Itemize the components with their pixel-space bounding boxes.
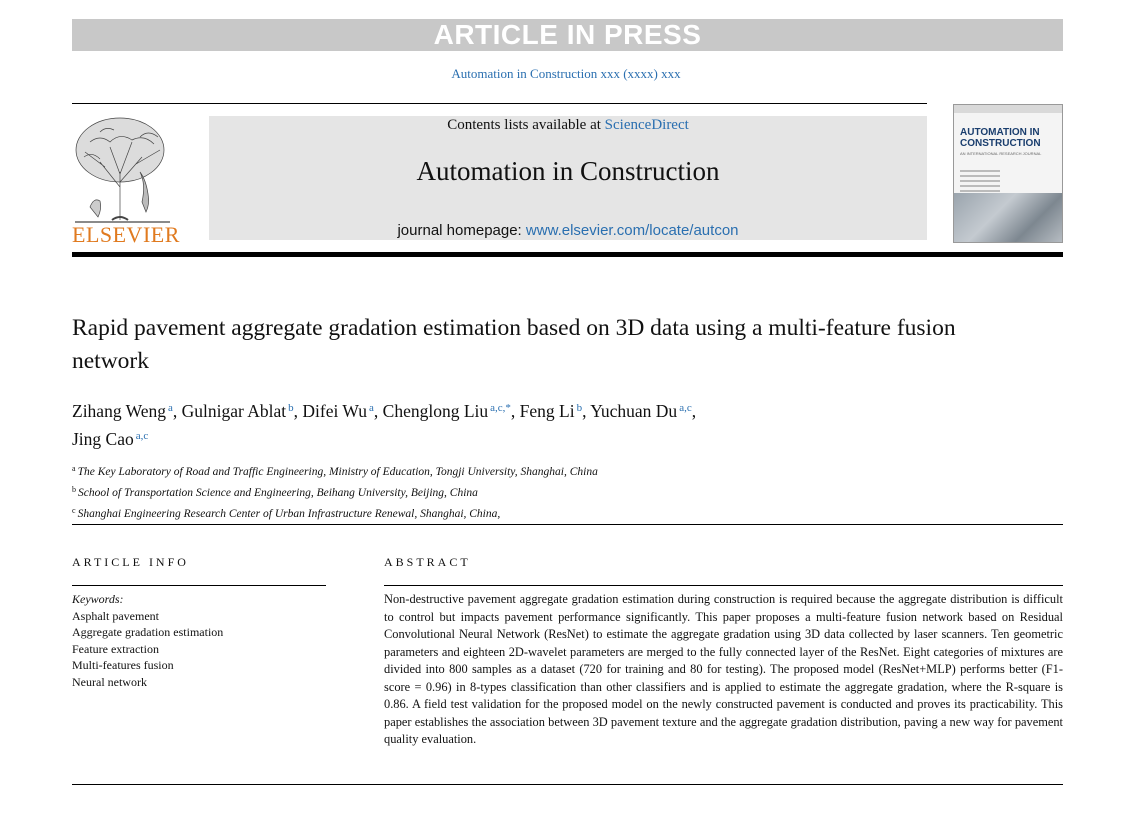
article-in-press-banner: ARTICLE IN PRESS bbox=[72, 19, 1063, 51]
affiliation-list bbox=[72, 460, 972, 523]
author-affiliation-mark[interactable]: b bbox=[288, 402, 294, 414]
keyword-item: Asphalt pavement bbox=[72, 608, 159, 623]
contents-line bbox=[209, 117, 927, 134]
author-separator: , bbox=[373, 401, 383, 421]
abstract-text: Non-destructive pavement aggregate gradation estimation during construction is required because the aggregate distribution is difficult to control but impacts pavement performance significantly. This paper proposes a multi-feature fusion network based on Residual Convolutional Neural Network (ResNet) to estimate the aggregate gradation using 3D data collected by laser scanners. Ten geometric parameters and eighteen 2D-wavelet parameters are merged to the fully connected layer of the ResNet. Eight categories of mixtures are divided into 800 samples as a dataset (720 for training and 80 for testing). The proposed model (ResNet+MLP) performs better (F1-score = 0.96) in 8-types classification than other classifiers and is applied to estimate the aggregate gradation, where the R-square is 0.86. A field test validation for the proposed model on the newly constructed pavement is conducted and proves its practicability. This paper establishes the association between 3D pavement texture and the aggregate gradation distribution, paving a new way for pavement quality evaluation. bbox=[384, 592, 1063, 746]
cover-top-band bbox=[954, 105, 1062, 113]
cover-title: AUTOMATION IN CONSTRUCTION bbox=[960, 127, 1041, 149]
affiliation-text: Shanghai Engineering Research Center of Urban Infrastructure Renewal, Shanghai, China, bbox=[77, 508, 501, 520]
affiliation-mark: b bbox=[72, 485, 76, 494]
author-affiliation-mark[interactable]: a,c,* bbox=[490, 402, 511, 414]
article-info-rule bbox=[72, 585, 326, 586]
author-name[interactable]: Jing Cao bbox=[72, 429, 134, 449]
affiliation-mark: c bbox=[72, 506, 76, 515]
contents-prefix: Contents lists available at bbox=[447, 117, 605, 133]
cover-subtitle: AN INTERNATIONAL RESEARCH JOURNAL bbox=[960, 151, 1042, 156]
journal-name: Automation in Construction bbox=[416, 156, 720, 186]
section-rule bbox=[72, 524, 1063, 525]
author-affiliation-mark[interactable]: a,c bbox=[679, 402, 692, 414]
author-name[interactable]: Feng Li bbox=[519, 401, 575, 421]
affiliation-item bbox=[72, 481, 972, 502]
author-affiliation-mark[interactable]: a bbox=[369, 402, 374, 414]
affiliation-item bbox=[72, 460, 972, 481]
homepage-prefix: journal homepage: bbox=[397, 222, 526, 239]
sciencedirect-link[interactable]: ScienceDirect bbox=[604, 117, 689, 133]
abstract-rule bbox=[384, 585, 1063, 586]
author-separator: , bbox=[172, 401, 182, 421]
author-separator: , bbox=[510, 401, 520, 421]
abstract-heading: ABSTRACT bbox=[384, 555, 471, 569]
author-name[interactable]: Gulnigar Ablat bbox=[181, 401, 287, 421]
affiliation-text: School of Transportation Science and Engineering, Beihang University, Beijing, China bbox=[78, 487, 478, 499]
keyword-item: Feature extraction bbox=[72, 641, 159, 656]
author-affiliation-mark[interactable]: b bbox=[576, 402, 583, 414]
journal-reference-link[interactable]: Automation in Construction xxx (xxxx) xxx bbox=[451, 66, 681, 81]
keyword-item: Aggregate gradation estimation bbox=[72, 625, 224, 639]
journal-cover-thumbnail[interactable] bbox=[953, 104, 1063, 243]
author-separator: , bbox=[293, 401, 303, 421]
article-info-heading: ARTICLE INFO bbox=[72, 555, 189, 569]
author-name[interactable]: Zihang Weng bbox=[72, 401, 167, 421]
header-rule bbox=[72, 103, 927, 104]
author-name[interactable]: Chenglong Liu bbox=[382, 401, 489, 421]
keywords-label: Keywords: bbox=[72, 592, 124, 606]
author-name[interactable]: Difei Wu bbox=[302, 401, 367, 421]
affiliation-text: The Key Laboratory of Road and Traffic Engineering, Ministry of Education, Tongji University, Shanghai, China bbox=[77, 466, 598, 478]
footer-rule bbox=[72, 784, 1063, 785]
elsevier-wordmark: ELSEVIER bbox=[72, 222, 180, 247]
author-separator: , bbox=[691, 401, 697, 421]
affiliation-item bbox=[72, 502, 972, 523]
author-affiliation-mark[interactable]: a bbox=[168, 402, 173, 414]
keywords-block bbox=[72, 591, 223, 690]
author-list bbox=[72, 396, 1012, 452]
author-separator: , bbox=[582, 401, 591, 421]
author-affiliation-mark[interactable]: a,c bbox=[135, 430, 149, 442]
author-name[interactable]: Yuchuan Du bbox=[590, 401, 678, 421]
cover-image bbox=[954, 193, 1062, 242]
keyword-item: Neural network bbox=[72, 674, 147, 689]
article-title: Rapid pavement aggregate gradation estimation based on 3D data using a multi-feature fusion network bbox=[72, 315, 956, 374]
cover-text-lines bbox=[960, 167, 1000, 195]
masthead-thick-rule bbox=[72, 252, 1063, 257]
homepage-line bbox=[209, 222, 927, 239]
homepage-link[interactable]: www.elsevier.com/locate/autcon bbox=[525, 222, 739, 239]
affiliation-mark: a bbox=[72, 464, 76, 473]
keyword-item: Multi-features fusion bbox=[72, 658, 174, 672]
